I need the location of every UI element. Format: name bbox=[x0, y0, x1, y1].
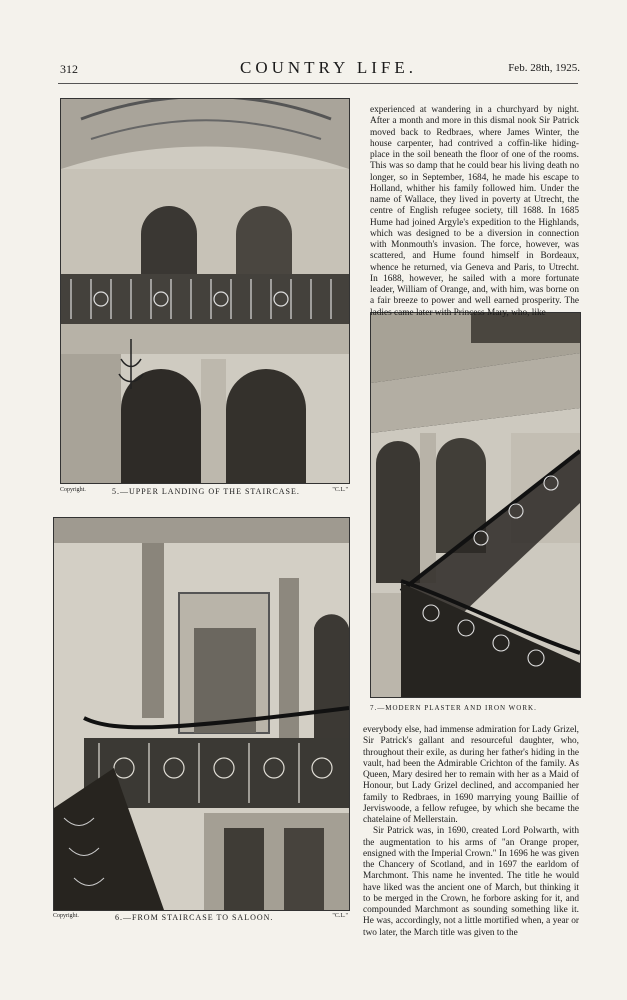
article-column-bottom bbox=[363, 725, 579, 993]
figure-5-caption bbox=[60, 487, 348, 499]
figure-6-title: 6.—FROM STAIRCASE TO SALOON. bbox=[115, 913, 274, 922]
issue-date: Feb. 28th, 1925. bbox=[508, 62, 580, 74]
photo-staircase-to-saloon bbox=[53, 517, 350, 911]
figure-6-credit: "C.L." bbox=[332, 913, 348, 919]
figure-5-copyright: Copyright. bbox=[60, 487, 86, 493]
photo-modern-plaster-ironwork bbox=[370, 312, 581, 698]
page-number: 312 bbox=[60, 62, 78, 76]
page-header bbox=[60, 58, 580, 78]
figure-5-title: 5.—UPPER LANDING OF THE STAIRCASE. bbox=[112, 487, 300, 496]
figure-7-caption bbox=[370, 704, 579, 716]
article-paragraph: experienced at wandering in a churchyard by night. After a month and more in this dismal nook Sir Patrick moved back to Redbraes, where James Winter, the house carpenter, had contrived a coffin-like hiding-place in the soil beneath the floor of one of the rooms. This was so damp that he could bear his living death no longer, so in September, 1684, he made his escape to Holland, whither his family followed him. Under the name of Wallace, they lived in poverty at Utrecht, the centre of English refugee society, till 1688. In 1685 Hume had joined Argyle's expedition to the Highlands, which was designed to be a diversion in connection with Monmouth's invasion. The force, however, was scattered, and Hume found himself in Bordeaux, whence he returned, via Geneva and Paris, to Utrecht. In 1688, however, he sailed with a more fortunate leader, William of Orange, and, with him, was borne on a fair breeze to power and well earned prosperity. The ladies came later with Princess Mary, who, like bbox=[370, 105, 579, 318]
article-paragraph: Sir Patrick was, in 1690, created Lord Polwarth, with the augmentation to his arms of "an Orange proper, ensigned with the Imperial Crown." In 1696 he was given the Chancery of Scotland, and in 1697 the earldom of Marchmont. This name he invented. The title he would have liked was the ancient one of March, but thinking it to be merged in the Crown, he forbore asking for it, and compounded Marchmont as sounding something like it. He was, accordingly, not a little mortified when, a year or two later, the March title was given to the bbox=[363, 826, 579, 938]
figure-6-caption bbox=[53, 913, 348, 925]
article-paragraph: everybody else, had immense admiration for Lady Grizel, Sir Patrick's gallant and resourceful daughter, who, throughout their exile, as during her father's hiding in the vault, had been the Admirable Crichton of the family. As Queen, Mary desired her to remain with her as a Maid of Honour, but Lady Grizel declined, and accompanied her family to Redbraes, in 1690 marrying young Baillie of Jerviswoode, a fellow refugee, by which she became the chatelaine of Mellerstain. bbox=[363, 725, 579, 825]
photo-upper-landing bbox=[60, 98, 350, 484]
header-rule bbox=[58, 83, 578, 84]
figure-6-copyright: Copyright. bbox=[53, 913, 79, 919]
running-title: COUNTRY LIFE. bbox=[240, 58, 417, 77]
article-column-top bbox=[370, 105, 579, 318]
figure-7-title: 7.—MODERN PLASTER AND IRON WORK. bbox=[370, 704, 537, 712]
figure-5-credit: "C.L." bbox=[332, 487, 348, 493]
